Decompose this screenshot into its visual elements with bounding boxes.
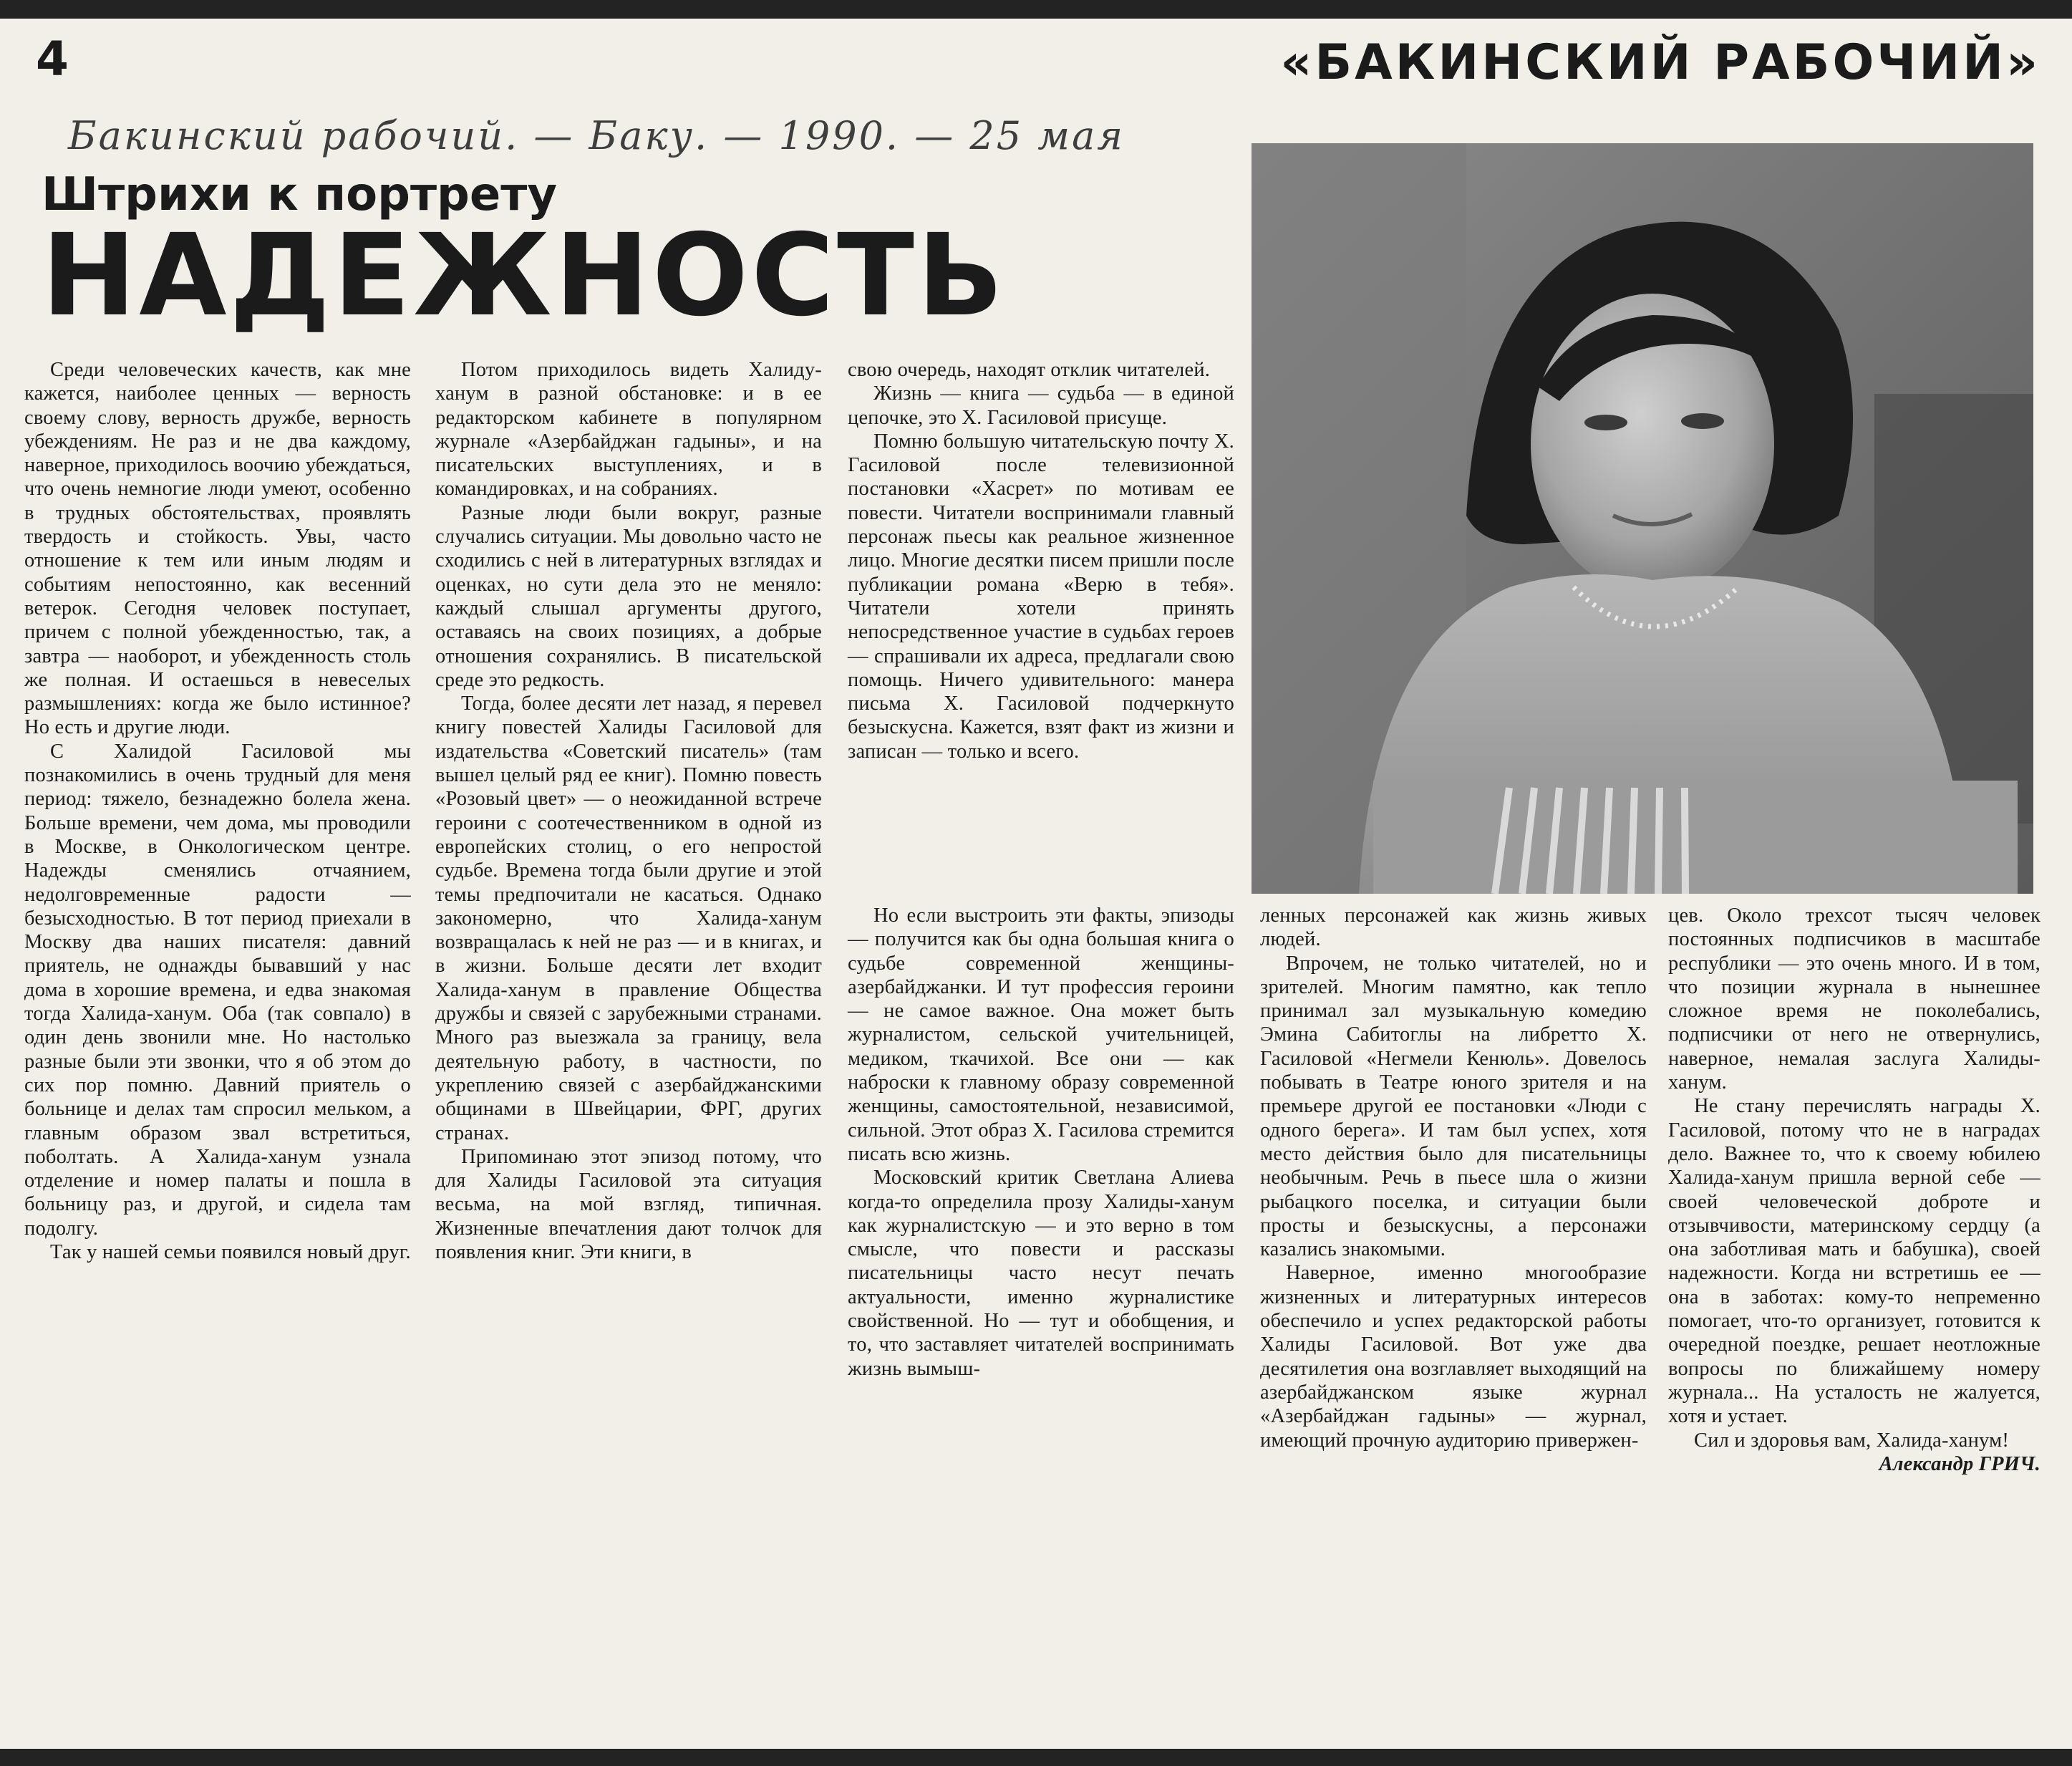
article-column-1 (24, 358, 411, 1719)
paragraph: Припоминаю этот эпизод потому, что для Халиды Гасиловой эта ситуация весьма, на мой взгляд, типичная. Жизненные впечатления дают толчок для появления книг. Эти книги, в (435, 1145, 822, 1263)
paragraph: С Халидой Гасиловой мы познакомились в очень трудный для меня период: тяжело, безнадежно болела жена. Больше времени, чем дома, мы проводили в Москве, в Онкологическом центре. Надежды сменялись отчаянием, недолговременные радости — безысходностью. В тот период приехали в Москву два наших писателя: давний приятель, не однажды бывавший у нас дома в хорошие времена, и едва знакомая тогда Халида-ханум. Оба (так совпало) в один день звонили мне. Но настолько разные были эти звонки, что я об этом до сих пор помню. Давний приятель о больнице и делах там спросил мельком, а главным образом звал встретиться, поболтать. А Халида-ханум узнала отделение и номер палаты и пошла в больницу раз, и другой, и сидела там подолгу. (24, 740, 411, 1240)
paragraph: свою очередь, находят отклик читателей. (848, 359, 1211, 381)
paragraph: Так у нашей семьи появился новый друг. (50, 1240, 411, 1263)
paragraph: Не стану перечислять награды Х. Гасиловой, потому что не в наградах дело. Важнее то, что к своему юбилею Халида-ханум пришла верной себе — своей человеческой доброте и отзывчивости, материнскому сердцу (а она заботливая мать и бабушка), своей надежности. Когда ни встретишь ее — она в заботах: кому-то непременно помогает, что-то организует, готовится к очередной поездке, решает неотложные вопросы по ближайшему номеру журнала... На усталость не жалуется, хотя и устает. (1668, 1095, 2040, 1428)
handwritten-note: Бакинский рабочий. — Баку. — 1990. — 25 мая (68, 113, 1125, 158)
article-column-3 (848, 358, 1234, 902)
article-column-2 (435, 358, 822, 1719)
article-column-5 (1668, 904, 2040, 1727)
paragraph: цев. Около трехсот тысяч человек постоянных подписчиков в масштабе республики — это очень много. И в том, что позиции журнала в нынешнее сложное время не поколебались, подписчики от него не отвернулись, наверное, немалая заслуга Халиды-ханум. (1668, 904, 2040, 1094)
article-kicker: Штрихи к портрету (42, 168, 558, 221)
article-column-3-lower (848, 904, 1234, 1727)
paragraph: Помню большую читательскую почту Х. Гасиловой после телевизионной постановки «Хасрет» по мотивам ее повести. Читатели воспринимали главный персонаж пьесы как реальное жизненное лицо. Многие десятки писем пришли после публикации романа «Верю в тебя». Читатели хотели принять непосредственное участие в судьбах героев — спрашивали их адреса, предлагали свою помощь. Ничего удивительного: манера письма Х. Гасиловой подчеркнуто безыскусна. Кажется, взят факт из жизни и записан — только и всего. (848, 430, 1234, 763)
paragraph: Потом приходилось видеть Халиду-ханум в разной обстановке: и в ее редакторском кабинете в популярном журнале «Азербайджан гадыны», и на писательских выступлениях, и в командировках, и на собраниях. (435, 359, 822, 501)
paragraph: Сил и здоровья вам, Халида-ханум! (1694, 1429, 2010, 1452)
paragraph: Тогда, более десяти лет назад, я перевел книгу повестей Халиды Гасиловой для издательства «Советский писатель» (там вышел целый ряд ее книг). Помню повесть «Розовый цвет» — о неожиданной встрече героини с соотечественником в одной из европейских столиц, о его непростой судьбе. Времена тогда были другие и этой темы предпочитали не касаться. Однако закономерно, что Халида-ханум возвращалась к ней не раз — и в книгах, и в жизни. Больше десяти лет входит Халида-ханум в правление Общества дружбы и связей с зарубежными странами. Много раз выезжала за границу, вела деятельную работу, в частности, по укреплению связей с азербайджанскими общинами в Швейцарии, ФРГ, других странах. (435, 693, 822, 1144)
bottom-rule (0, 1749, 2072, 1766)
paragraph: Но если выстроить эти факты, эпизоды — получится как бы одна большая книга о судьбе современной женщины-азербайджанки. И тут профессия героини — не самое важное. Она может быть журналистом, сельской учительницей, медиком, ткачихой. Все они — как наброски к главному образу современной женщины, самостоятельной, независимой, сильной. Этот образ Х. Гасилова стремится писать всю жизнь. (848, 904, 1234, 1165)
portrait-illustration (1252, 143, 2033, 894)
newspaper-masthead: «БАКИНСКИЙ РАБОЧИЙ» (1280, 34, 2040, 91)
paragraph: Жизнь — книга — судьба — в единой цепочке, это Х. Гасиловой присуще. (848, 382, 1234, 429)
portrait-photo (1252, 143, 2033, 894)
article-column-4 (1260, 904, 1647, 1727)
paragraph: Впрочем, не только читателей, но и зрителей. Многим памятно, как тепло принимал зал музыкальную комедию Эмина Сабитоглы на либретто Х. Гасиловой «Негмели Кенюль». Довелось побывать в Театре юного зрителя и на премьере другой ее постановки «Люди с одного берега». И там был успех, хотя место действия было для писательницы необычным. Речь в пьесе шла о жизни рыбацкого поселка, и ситуации были просты и безыскусны, а персонажи казались знакомыми. (1260, 952, 1647, 1261)
article-headline: НАДЕЖНОСТЬ (42, 210, 1007, 342)
paragraph: Наверное, именно многообразие жизненных и литературных интересов обеспечило и успех редакторской работы Халиды Гасиловой. Вот уже два десятилетия она возглавляет выходящий на азербайджанском языке журнал «Азербайджан гадыны» — журнал, имеющий прочную аудиторию привержен- (1260, 1262, 1647, 1452)
article-byline: Александр ГРИЧ. (1879, 1452, 2040, 1475)
page-number: 4 (36, 32, 69, 87)
paragraph: Московский критик Светлана Алиева когда-то определила прозу Халиды-ханум как журналистскую — и это верно в том смысле, что повести и рассказы писательницы часто несут печать актуальности, именно журналистике свойственной. Но — тут и обобщения, и то, что заставляет читателей воспринимать жизнь вымыш- (848, 1167, 1234, 1380)
top-rule (0, 0, 2072, 19)
paragraph: ленных персонажей как жизнь живых людей. (1260, 904, 1647, 951)
paragraph: Разные люди были вокруг, разные случались ситуации. Мы довольно часто не сходились с ней в литературных взглядах и оценках, но сути дела это не меняло: каждый слышал аргументы другого, оставаясь на своих позициях, а добрые отношения сохранялись. В писательской среде это редкость. (435, 501, 822, 691)
paragraph: Среди человеческих качеств, как мне кажется, наиболее ценных — верность своему слову, верность дружбе, верность убеждениям. Не раз и не два каждому, наверное, приходилось воочию убеждаться, что очень немногие люди умеют, особенно в трудных обстоятельствах, проявлять твердость и стойкость. Увы, часто отношение к тем или иным людям и событиям непостоянно, как весенний ветерок. Сегодня человек поступает, причем с полной убежденностью, так, а завтра — наоборот, и убежденность столь же полная. И остаешься в невеселых размышлениях: когда же было истинное? Но есть и другие люди. (24, 359, 412, 739)
